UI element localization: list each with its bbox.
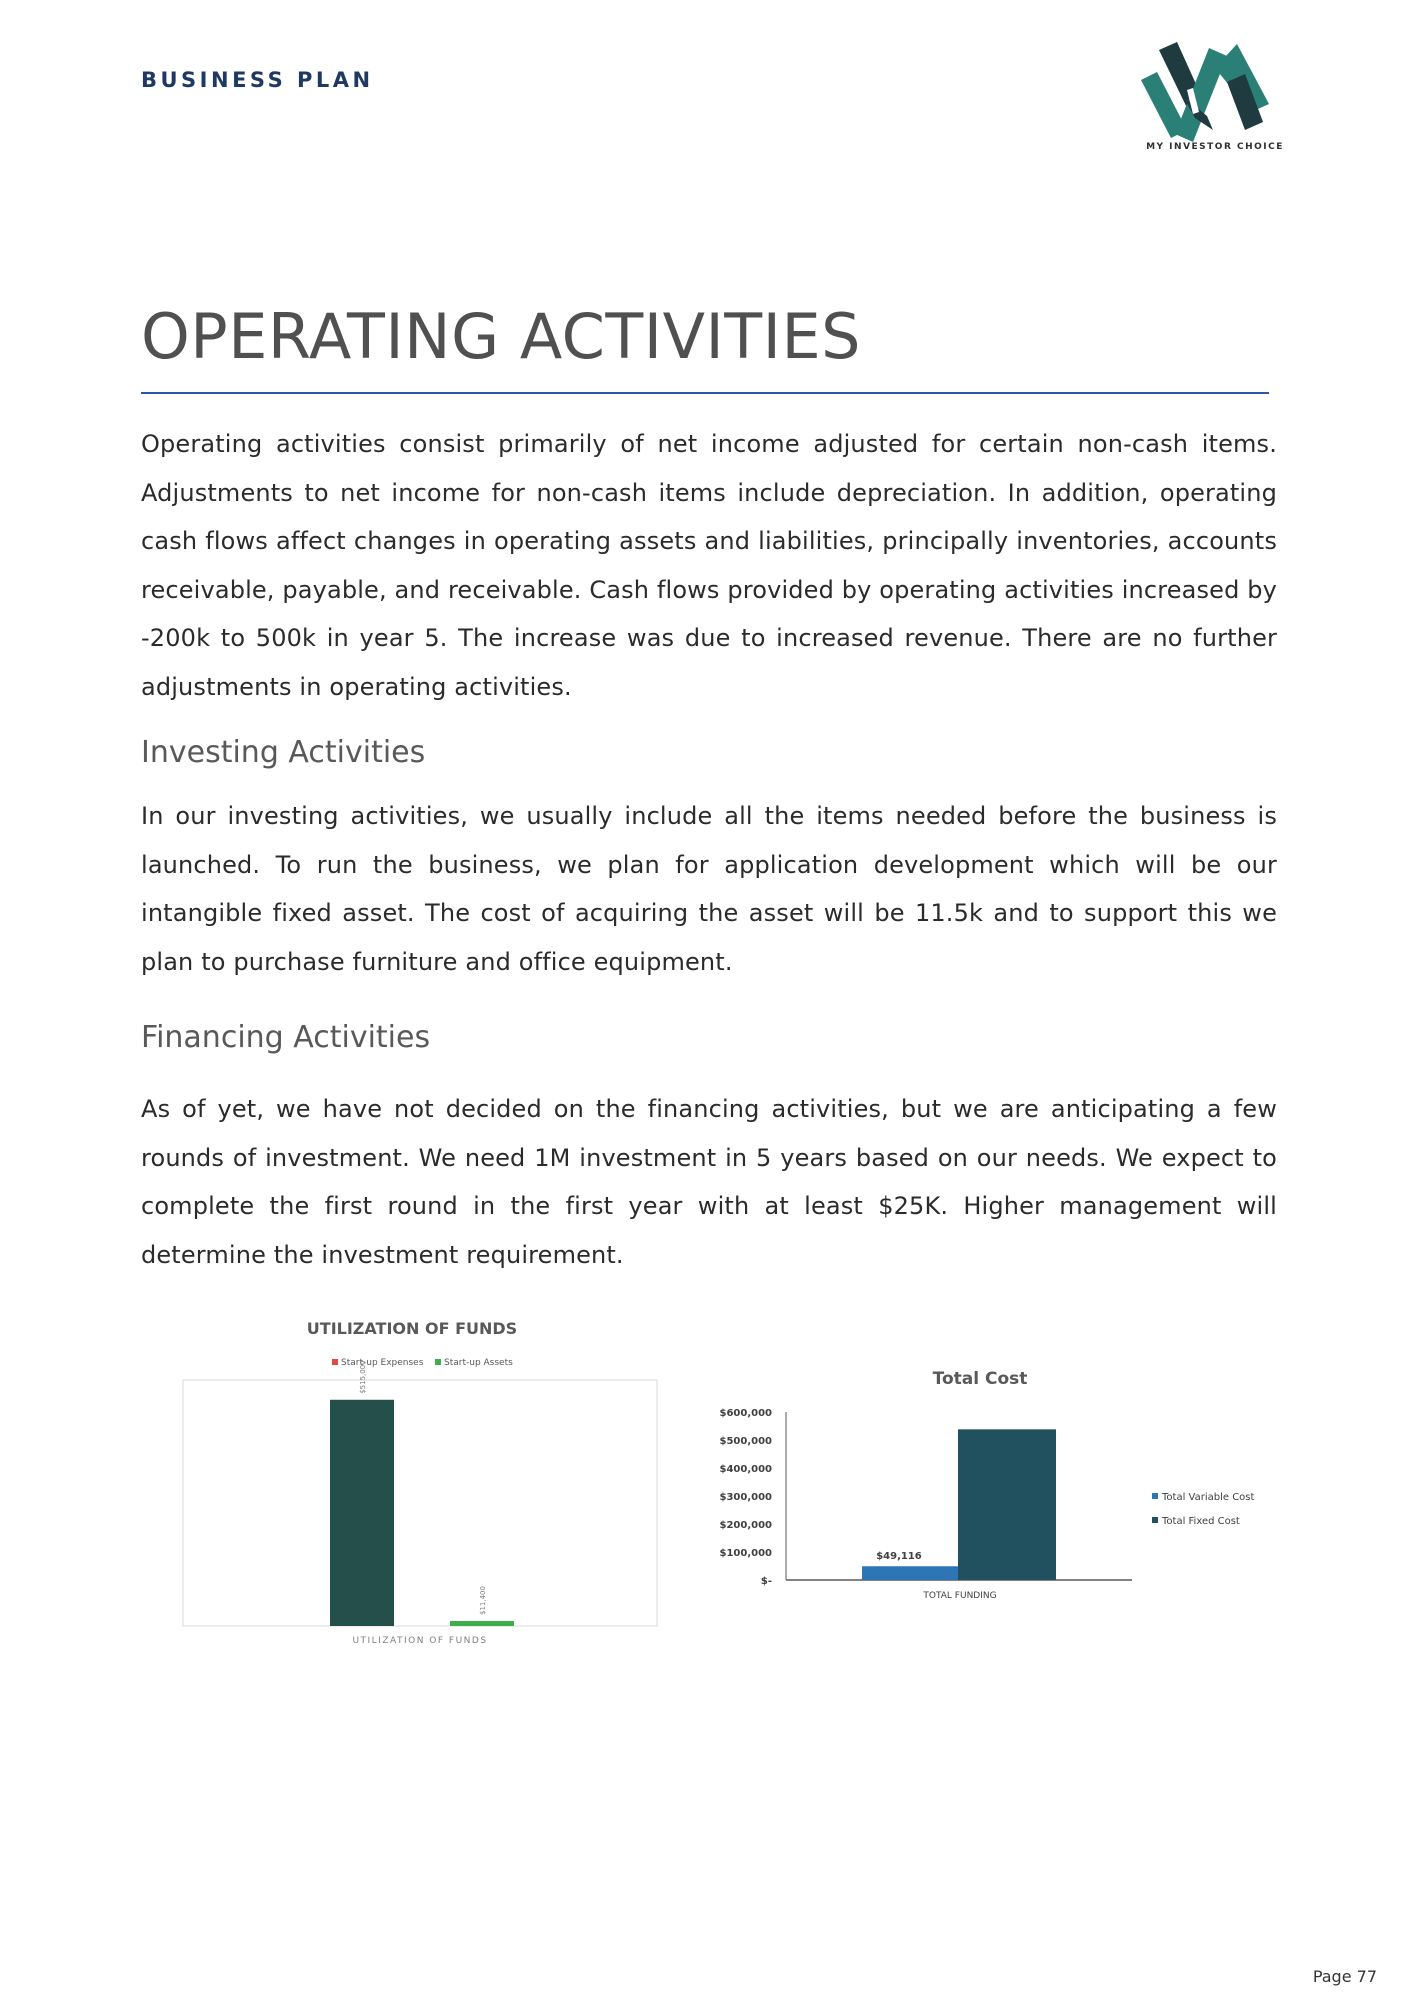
x-axis-label: TOTAL FUNDING — [923, 1591, 997, 1601]
legend-swatch — [332, 1359, 338, 1365]
utilization-of-funds-chart — [180, 1310, 660, 1650]
y-tick-label: $200,000 — [719, 1520, 772, 1531]
data-label: $49,116 — [876, 1551, 922, 1563]
y-tick-label: $- — [760, 1576, 772, 1587]
total-cost-chart — [712, 1350, 1292, 1610]
page-number: Page 77 — [1312, 1967, 1377, 1986]
legend-swatch — [1152, 1517, 1158, 1523]
page-title: OPERATING ACTIVITIES — [141, 300, 861, 373]
bar-total-variable-cost — [862, 1566, 960, 1580]
y-tick-label: $600,000 — [719, 1408, 772, 1419]
financing-activities-heading: Financing Activities — [141, 1020, 431, 1055]
chart-legend — [1152, 1492, 1255, 1527]
legend-swatch — [435, 1359, 441, 1365]
legend-entry: Total Fixed Cost — [1162, 1516, 1240, 1527]
y-tick-label: $500,000 — [719, 1436, 772, 1447]
bar-total-fixed-cost — [958, 1429, 1056, 1580]
y-tick-label: $300,000 — [719, 1492, 772, 1503]
y-tick-label: $400,000 — [719, 1464, 772, 1475]
investing-activities-heading: Investing Activities — [141, 735, 426, 770]
plot-area-frame — [183, 1380, 657, 1626]
chart-title: Total Cost — [932, 1369, 1028, 1389]
chart-title: UTILIZATION OF FUNDS — [306, 1319, 518, 1338]
data-label: $515,000 — [359, 1360, 367, 1394]
operating-activities-paragraph: Operating activities consist primarily of net income adjusted for certain non-cash items. Adjustments to net income for non-cash items include depreciation. In addition, operating cash flows affect changes in operating assets and liabilities, principally inventories, accounts receivable, payable, and receivable. Cash flows provided by operating activities increased by -200k to 500k in year 5. The increase was due to increased revenue. There are no further adjustments in operating activities. — [141, 430, 1277, 701]
legend-entry: Total Variable Cost — [1162, 1492, 1255, 1503]
bar-start-up-expenses — [330, 1400, 394, 1626]
legend-entry: Start-up Assets — [444, 1358, 513, 1368]
document-header-label: BUSINESS PLAN — [141, 68, 374, 92]
legend-entry: Start-up Expenses — [341, 1358, 424, 1368]
title-divider — [141, 392, 1269, 394]
bar-start-up-assets — [450, 1621, 514, 1626]
mountain-arrow-logo-icon — [1135, 38, 1295, 158]
y-tick-label: $100,000 — [719, 1548, 772, 1559]
data-label: $11,400 — [479, 1586, 487, 1615]
logo-wordmark: MY INVESTOR CHOICE — [1146, 142, 1284, 152]
financing-activities-paragraph: As of yet, we have not decided on the financing activities, but we are anticipating a few rounds of investment. We need 1M investment in 5 years based on our needs. We expect to complete the first round in the first year with at least $25K. Higher management will determine the investment requirement. — [141, 1095, 1277, 1269]
x-axis-label: UTILIZATION OF FUNDS — [352, 1636, 488, 1646]
investing-activities-paragraph: In our investing activities, we usually include all the items needed before the business is launched. To run the business, we plan for application development which will be our intangible fixed asset. The cost of acquiring the asset will be 11.5k and to support this we plan to purchase furniture and office equipment. — [141, 802, 1277, 976]
legend-swatch — [1152, 1493, 1158, 1499]
